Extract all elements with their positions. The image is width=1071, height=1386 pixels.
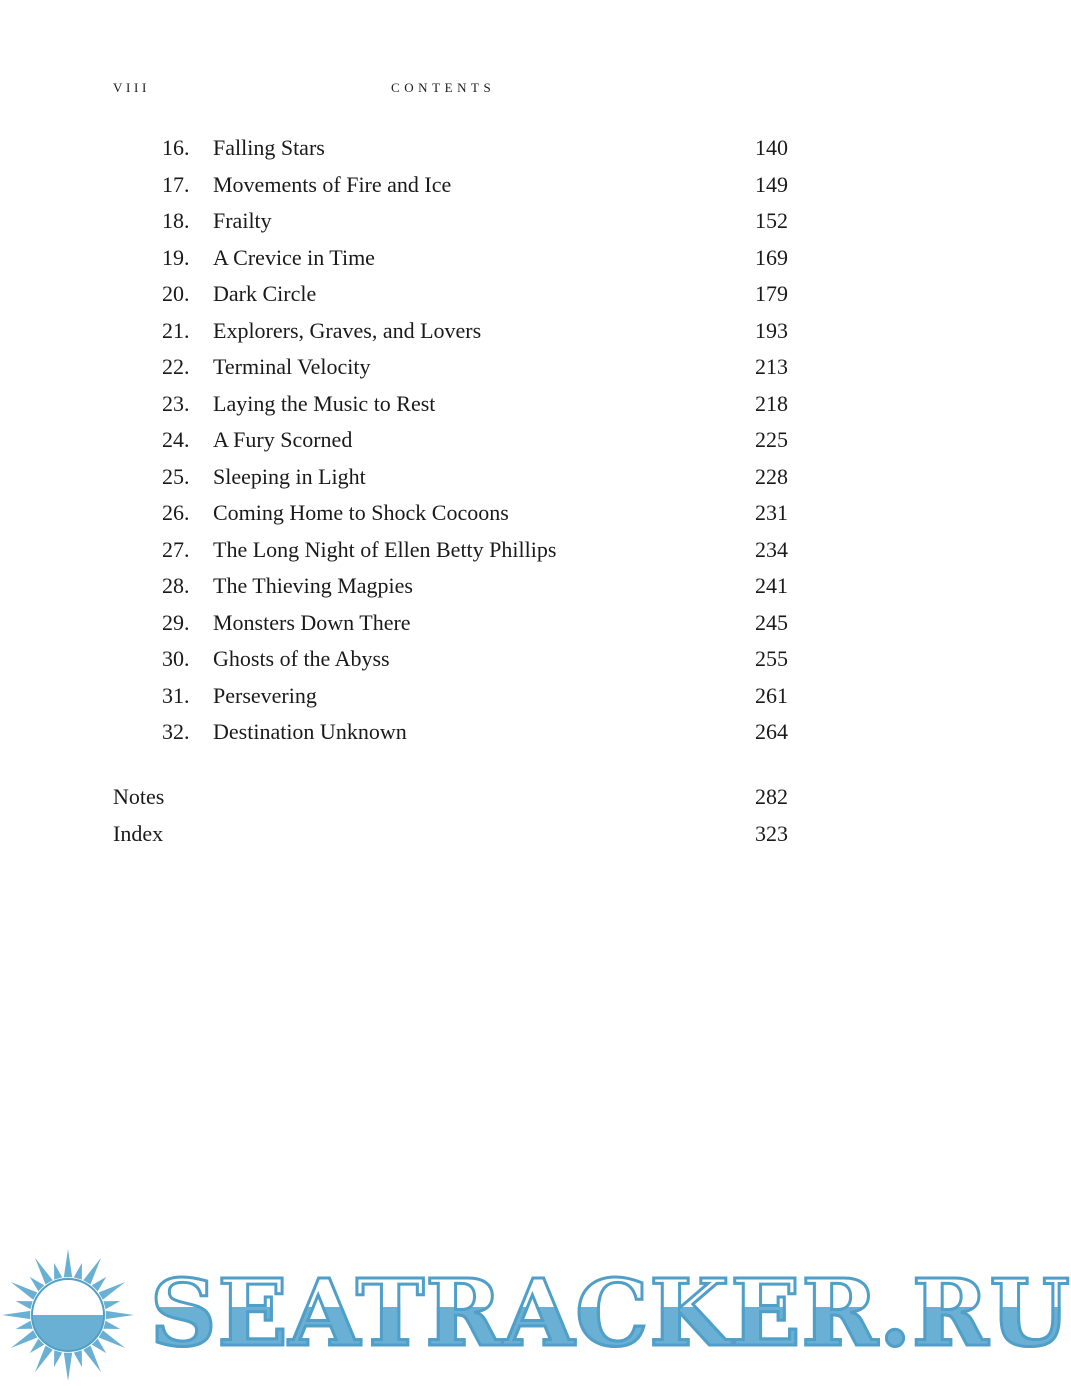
running-head	[0, 80, 918, 100]
toc-entry	[0, 495, 918, 532]
chapter-title: Explorers, Graves, and Lovers	[213, 317, 482, 343]
chapter-number: 26.	[162, 500, 190, 525]
chapter-number: 17.	[162, 171, 190, 197]
page-number: 225	[755, 427, 788, 452]
chapter-title: A Fury Scorned	[213, 427, 353, 452]
chapter-number: 29.	[162, 609, 190, 635]
watermark-text: SEATRACKER.RU	[150, 1259, 1071, 1367]
toc-entry	[0, 349, 918, 386]
back-matter-title: Index	[113, 820, 164, 846]
page-number: 245	[755, 609, 788, 635]
chapter-title: Dark Circle	[213, 281, 317, 306]
chapter-number: 23.	[162, 390, 190, 416]
page-number: 261	[755, 682, 788, 708]
chapter-title: Falling Stars	[213, 135, 325, 160]
back-matter-list	[0, 779, 918, 852]
toc-entry	[0, 167, 918, 204]
back-matter-entry	[0, 779, 918, 816]
page-number: 234	[755, 536, 788, 562]
page-number: 241	[755, 573, 788, 598]
page-number: 218	[755, 390, 788, 416]
toc-entry	[0, 641, 918, 678]
page-folio: VIII	[113, 80, 150, 95]
toc-entry	[0, 386, 918, 423]
chapter-title: The Long Night of Ellen Betty Phillips	[213, 536, 557, 562]
toc-entry	[0, 568, 918, 605]
chapter-title: Terminal Velocity	[213, 354, 371, 379]
back-matter-entry	[0, 816, 918, 853]
toc-entry	[0, 203, 918, 240]
chapter-number: 32.	[162, 719, 190, 744]
chapter-number: 24.	[162, 427, 190, 452]
toc-entry	[0, 422, 918, 459]
chapter-number: 18.	[162, 208, 190, 233]
toc-entry	[0, 130, 918, 167]
chapter-number: 28.	[162, 573, 190, 598]
toc-entry	[0, 678, 918, 715]
chapter-title: Coming Home to Shock Cocoons	[213, 500, 509, 525]
page-number: 152	[755, 208, 788, 233]
chapter-number: 16.	[162, 135, 190, 160]
chapter-number: 20.	[162, 281, 190, 306]
chapter-title: Frailty	[213, 208, 272, 233]
chapter-number: 21.	[162, 317, 190, 343]
back-matter-title: Notes	[113, 784, 165, 809]
toc-entry	[0, 276, 918, 313]
page-number: 228	[755, 463, 788, 489]
chapter-number: 22.	[162, 354, 190, 379]
chapter-number: 27.	[162, 536, 190, 562]
chapter-title: Laying the Music to Rest	[213, 390, 436, 416]
running-head-title: CONTENTS	[391, 80, 496, 95]
page-number: 140	[755, 135, 788, 160]
chapter-title: Destination Unknown	[213, 719, 407, 744]
page-number: 169	[755, 244, 788, 270]
page-number: 179	[755, 281, 788, 306]
chapter-number: 19.	[162, 244, 190, 270]
page-number: 255	[755, 646, 788, 671]
watermark	[0, 1245, 1071, 1386]
page-number: 231	[755, 500, 788, 525]
sun-icon	[0, 1247, 140, 1382]
page-number: 213	[755, 354, 788, 379]
toc-entry	[0, 240, 918, 277]
chapter-list	[0, 130, 918, 751]
chapter-title: Sleeping in Light	[213, 463, 366, 489]
toc-entry	[0, 459, 918, 496]
chapter-title: Movements of Fire and Ice	[213, 171, 452, 197]
page-number: 193	[755, 317, 788, 343]
chapter-title: Monsters Down There	[213, 609, 411, 635]
toc-entry	[0, 313, 918, 350]
chapter-title: Persevering	[213, 682, 317, 708]
page-number: 149	[755, 171, 788, 197]
chapter-title: Ghosts of the Abyss	[213, 646, 390, 671]
page-number: 282	[755, 784, 788, 809]
chapter-title: The Thieving Magpies	[213, 573, 413, 598]
page-number: 323	[755, 820, 788, 846]
page-number: 264	[755, 719, 788, 744]
toc-entry	[0, 532, 918, 569]
chapter-number: 31.	[162, 682, 190, 708]
toc-entry	[0, 605, 918, 642]
chapter-number: 30.	[162, 646, 190, 671]
chapter-number: 25.	[162, 463, 190, 489]
chapter-title: A Crevice in Time	[213, 244, 375, 270]
toc-entry	[0, 714, 918, 751]
